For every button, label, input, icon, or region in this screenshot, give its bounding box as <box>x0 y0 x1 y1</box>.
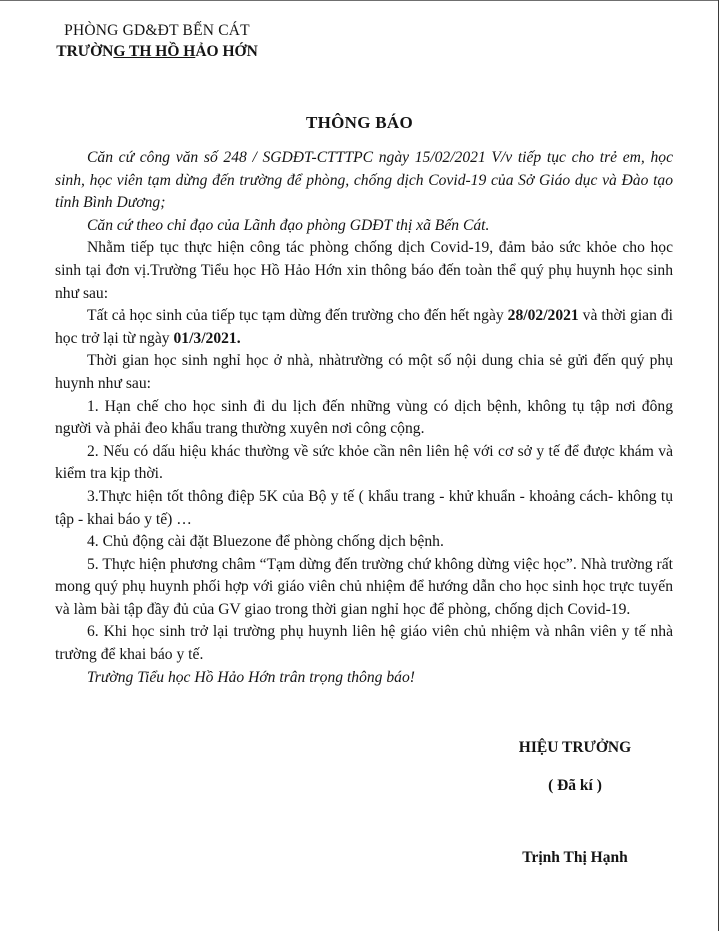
signature-title: HIỆU TRƯỞNG <box>518 739 632 756</box>
closing-line: Trường Tiểu học Hồ Hảo Hớn trân trọng thông báo! <box>87 668 415 686</box>
list-item-2: 2. Nếu có dấu hiệu khác thường về sức khỏe cần nên liên hệ với cơ sở y tế để được khám và kiểm tra kịp thời. <box>55 442 673 483</box>
end-date: 28/02/2021 <box>507 307 579 325</box>
dates-text-b: và thời gian đi học trở lại từ ngày <box>55 307 673 347</box>
signature-name: Trịnh Thị Hạnh <box>522 849 628 866</box>
paragraph-intro-list: Thời gian học sinh nghỉ học ở nhà, nhàtrường có một số nội dung chia sẻ gửi đến quý phụ huynh như sau: <box>55 352 673 392</box>
list-item-1: 1. Hạn chế cho học sinh đi du lịch đến những vùng có dịch bệnh, không tụ tập nơi đông người và phải đeo khẩu trang thường xuyên nơi công cộng. <box>55 397 673 438</box>
list-item-4: 4. Chủ động cài đặt Bluezone để phòng chống dịch bệnh. <box>87 533 444 551</box>
dates-text-a: Tất cả học sinh của tiếp tục tạm dừng đến trường cho đến hết ngày <box>87 307 508 325</box>
school-name-suffix: ẢO HỚN <box>195 43 258 60</box>
document-header <box>32 21 282 62</box>
return-date: 01/3/2021. <box>173 329 241 347</box>
document-title: THÔNG BÁO <box>305 113 414 132</box>
page-top-border <box>0 0 719 1</box>
signature-note: ( Đã kí ) <box>548 777 602 794</box>
list-item-5: 5. Thực hiện phương châm “Tạm dừng đến trường chứ không dừng việc học”. Nhà trường rất mong quý phụ huynh phối hợp với giáo viên chủ nhiệm để hướng dẫn cho học sinh học trực tuyến và làm bài tập đầy đủ của GV giao trong thời gian nghỉ học để phòng, chống dịch Covid-19. <box>55 555 673 618</box>
department-name: PHÒNG GD&ĐT BẾN CÁT <box>64 22 250 39</box>
list-item-6: 6. Khi học sinh trở lại trường phụ huynh liên hệ giáo viên chủ nhiệm và nhân viên y tế nhà trường để khai báo y tế. <box>55 623 673 664</box>
school-name-underlined: G TH HỒ H <box>113 43 196 60</box>
paragraph-legal-basis-2: Căn cứ theo chỉ đạo của Lãnh đạo phòng GDĐT thị xã Bến Cát. <box>87 216 490 234</box>
school-name-prefix: TRƯỜN <box>56 43 114 60</box>
school-name <box>32 42 282 62</box>
paragraph-purpose: Nhằm tiếp tục thực hiện công tác phòng chống dịch Covid-19, đảm bảo sức khỏe cho học sinh tại đơn vị.Trường Tiểu học Hồ Hảo Hớn xin thông báo đến toàn thể quý phụ huynh học sinh như sau: <box>55 239 673 302</box>
paragraph-legal-basis-1: Căn cứ công văn số 248 / SGDĐT-CTTTPC ngày 15/02/2021 V/v tiếp tục cho trẻ em, học sinh, học viên tạm dừng đến trường để phòng, chống dịch Covid-19 của Sở Giáo dục và Đào tạo tỉnh Bình Dương; <box>55 149 673 212</box>
list-item-3: 3.Thực hiện tốt thông điệp 5K của Bộ y tế ( khẩu trang - khử khuẩn - khoảng cách- không tụ tập - khai báo y tế) … <box>55 487 673 528</box>
document-body <box>55 147 673 689</box>
paragraph-dates <box>55 305 673 350</box>
